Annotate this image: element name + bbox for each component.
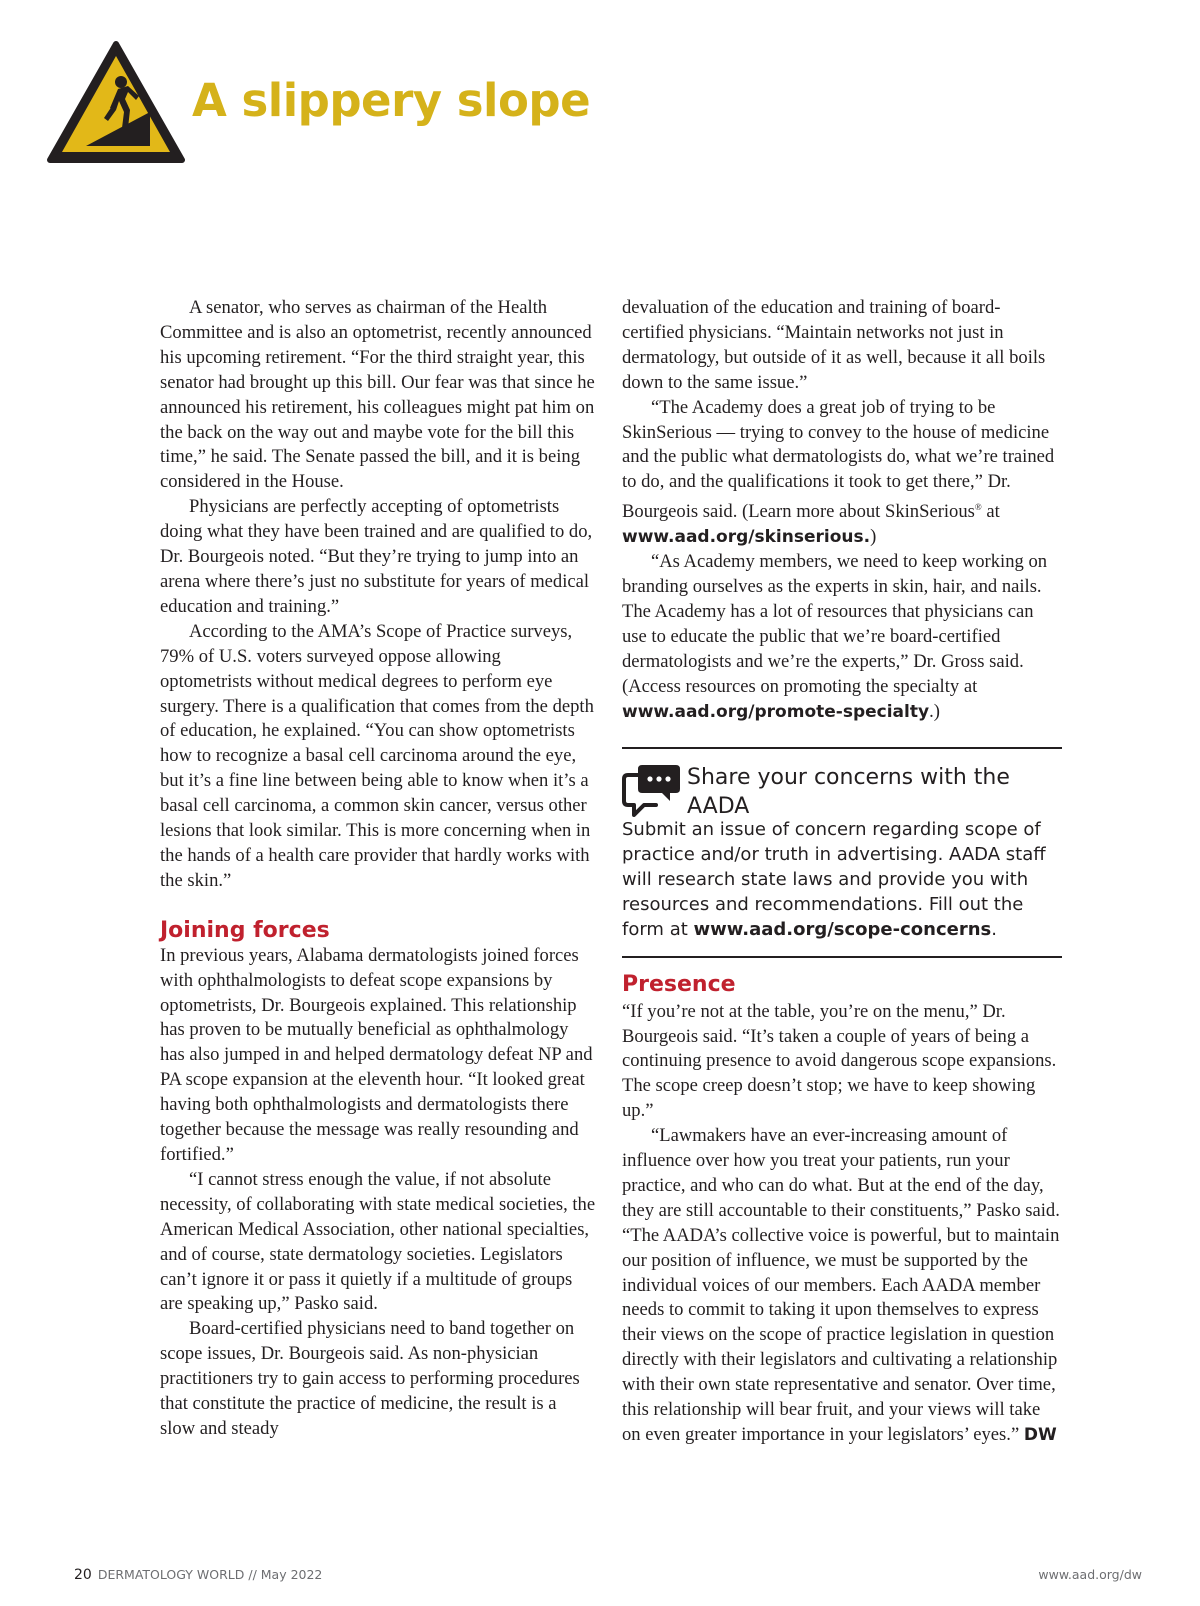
paragraph-text: “Lawmakers have an ever-increasing amount of influence over how you treat your patients, run your practice, and who can do what. But at the end of the day, they are still accountable to their constituents,” Pasko said. “The AADA’s collective voice is powerful, but to maintain our position of influence, we must be supported by the individual voices of our members. Each AADA member needs to commit to taking it upon themselves to express their views on the scope of practice legislation in question directly with their legislators and cultivating a relationship with their own state representative and senator. Over time, this relationship will bear fruit, and your views will take on even greater importance in your legislators’ eyes.” xyxy=(622,1125,1060,1445)
body-paragraph xyxy=(622,550,1062,724)
callout-title: Share your concerns with the AADA xyxy=(687,764,1010,819)
page-number: 20 xyxy=(74,1567,92,1583)
callout-header xyxy=(622,763,1062,821)
body-paragraph xyxy=(622,396,1062,551)
section-heading-joining-forces: Joining forces xyxy=(160,917,330,943)
paragraph-text: “As Academy members, we need to keep working on branding ourselves as the experts in skin, hair, and nails. The Academy has a lot of resources that physicians can use to educate the public that we’re board-certified dermatologists and we’re the experts,” Dr. Gross said. (Access resources on promoting the specialty at xyxy=(622,551,1048,697)
body-paragraph: A senator, who serves as chairman of the Health Committee and is also an optometrist, recently announced his upcoming retirement. “For the third straight year, this senator had brought up this bill. Our fear was that since he announced his retirement, his colleagues might pat him on the back on the way out and maybe vote for the bill this time,” he said. The Senate passed the bill, and it is being considered in the House. xyxy=(160,297,595,493)
slippery-slope-warning-sign-icon xyxy=(46,40,186,164)
page-title: A slippery slope xyxy=(192,74,591,127)
body-paragraph: Physicians are perfectly accepting of optometrists doing what they have been trained and are qualified to do, Dr. Bourgeois noted. “But they’re trying to jump into an arena where there’s just no substitute for years of medical education and training.” xyxy=(160,496,593,617)
skinserious-link[interactable]: www.aad.org/skinserious. xyxy=(622,527,871,548)
callout-body xyxy=(622,817,1062,942)
paragraph-text: ) xyxy=(870,526,877,548)
footer-left xyxy=(74,1567,322,1583)
callout-box xyxy=(622,747,1062,958)
body-paragraph xyxy=(622,1124,1062,1448)
paragraph-text: “The Academy does a great job of trying to be SkinSerious — trying to convey to the house of medicine and the public what dermatologists do, what we’re trained to do, and the qualifications it took to get there,” Dr. Bourgeois said. (Learn more about SkinSerious xyxy=(622,396,1055,523)
promote-specialty-link[interactable]: www.aad.org/promote-specialty xyxy=(622,701,930,722)
body-paragraph: devaluation of the education and training of board-certified physicians. “Maintain networks not just in dermatology, but outside of it as well, because it all boils down to the same issue.” xyxy=(622,297,1046,393)
paragraph-text: .) xyxy=(929,700,940,722)
signoff: DW xyxy=(1023,1425,1057,1445)
left-column xyxy=(160,296,596,1442)
publication-info: DERMATOLOGY WORLD // May 2022 xyxy=(97,1567,323,1582)
body-paragraph: Board-certified physicians need to band together on scope issues, Dr. Bourgeois said. As non-physician practitioners try to gain access to performing procedures that constitute the practice of medicine, the result is a slow and steady xyxy=(160,1318,580,1439)
scope-concerns-link[interactable]: www.aad.org/scope-concerns xyxy=(693,918,992,940)
section-heading-presence: Presence xyxy=(622,971,736,997)
paragraph-text: at xyxy=(981,501,1000,523)
callout-text: . xyxy=(991,918,997,940)
body-paragraph: According to the AMA’s Scope of Practice surveys, 79% of U.S. voters surveyed oppose allowing optometrists without medical degrees to perform eye surgery. There is a qualification that comes from the depth of education, he explained. “You can show optometrists how to recognize a basal cell carcinoma around the eye, but it’s a fine line between being able to know when it’s a basal cell carcinoma, a common skin cancer, versus other lesions that look similar. This is more concerning when in the hands of a health care provider that hardly works with the skin.” xyxy=(160,620,594,891)
body-paragraph: In previous years, Alabama dermatologists joined forces with ophthalmologists to defeat scope expansions by optometrists, Dr. Bourgeois explained. This relationship has proven to be mutually beneficial as ophthalmology has also jumped in and helped dermatology defeat NP and PA scope expansion at the eleventh hour. “It looked great having both ophthalmologists and dermatologists there together because the message was really resounding and fortified.” xyxy=(160,944,593,1165)
right-column xyxy=(622,296,1062,1448)
chat-bubbles-icon xyxy=(622,763,682,819)
callout-text: Submit an issue of concern regarding scope of practice and/or truth in advertising. AADA staff will research state laws and provide you with resources and recommendations. Fill out the form at xyxy=(622,818,1046,940)
body-paragraph: “If you’re not at the table, you’re on the menu,” Dr. Bourgeois said. “It’s taken a couple of years of being a continuing presence to avoid dangerous scope expansions. The scope creep doesn’t stop; we have to keep showing up.” xyxy=(622,1000,1057,1122)
registered-mark: ® xyxy=(974,502,982,513)
body-paragraph: “I cannot stress enough the value, if not absolute necessity, of collaborating with state medical societies, the American Medical Association, other national specialties, and of course, state dermatology societies. Legislators can’t ignore it or pass it quietly if a multitude of groups are speaking up,” Pasko said. xyxy=(160,1168,596,1315)
footer-url[interactable]: www.aad.org/dw xyxy=(1038,1567,1142,1582)
